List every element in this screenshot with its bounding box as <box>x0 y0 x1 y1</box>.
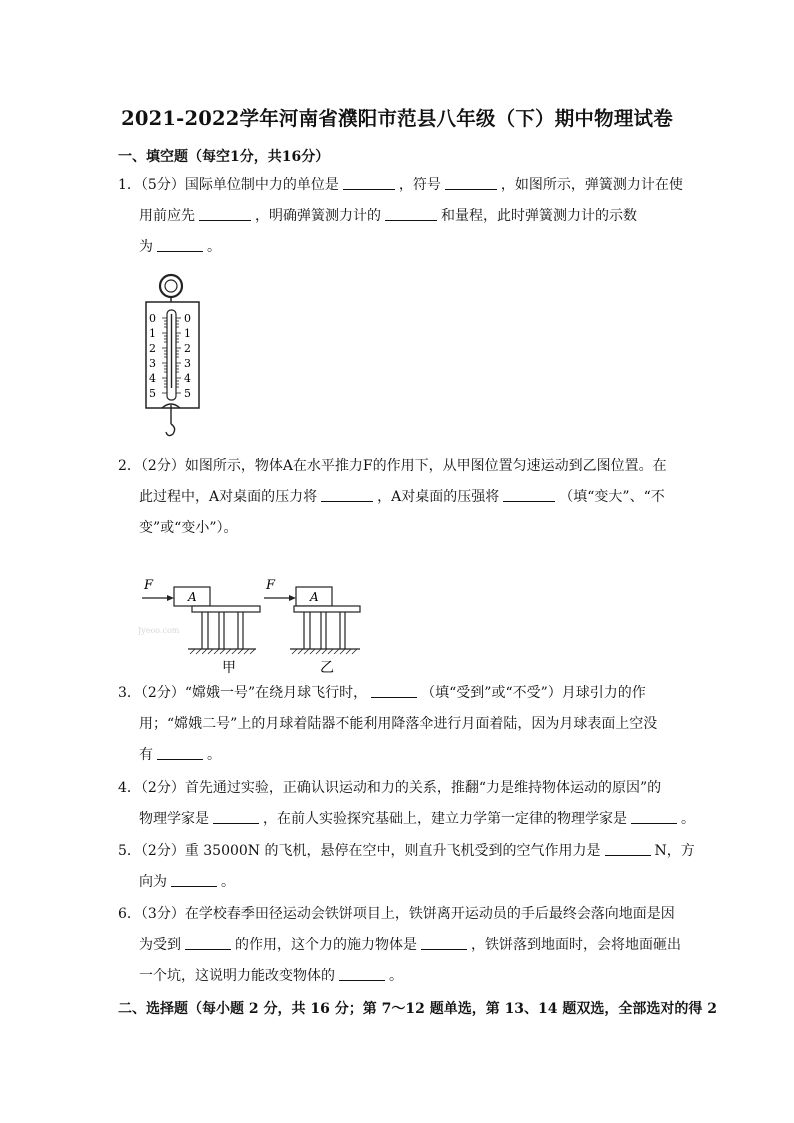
caption-right: 乙 <box>320 660 334 676</box>
ground-hatch <box>292 649 357 654</box>
q1-text: 用前应先 <box>139 208 195 224</box>
q1-text: ，明确弹簧测力计的 <box>255 208 381 224</box>
section-2-heading: 二、选择题（每小题 2 分，共 16 分；第 7～12 题单选，第 13、14 题双选，全部选对的得 2 <box>118 1001 718 1017</box>
q5-text: 向为 <box>139 874 167 890</box>
q2-text: 变”或“变小”）。 <box>139 520 238 536</box>
question-5 <box>118 836 695 898</box>
q1-text: 为 <box>139 239 153 255</box>
q5-text: 。 <box>221 874 235 890</box>
question-2 <box>118 451 678 544</box>
right-tick-label: 2 <box>184 342 191 355</box>
q1-text: ，符号 <box>398 177 441 193</box>
question-6 <box>118 899 681 992</box>
q4-text: 物理学家是 <box>139 811 209 827</box>
section-1-heading: 一、填空题（每空1分，共16分） <box>118 149 330 165</box>
hook <box>166 424 175 436</box>
caption-left: 甲 <box>222 660 236 676</box>
answer-blank <box>171 872 217 887</box>
force-label: F <box>266 578 276 593</box>
scale-ring-inner <box>165 280 177 292</box>
q4-text: 。 <box>681 811 695 827</box>
question-3 <box>118 678 678 771</box>
q4-text: ，在前人实验探究基础上，建立力学第一定律的物理学家是 <box>263 811 627 827</box>
answer-blank <box>605 841 651 856</box>
answer-blank <box>343 175 395 190</box>
spring-scale-figure <box>140 272 210 444</box>
scale-ring <box>160 275 182 297</box>
left-tick-label: 4 <box>149 372 156 385</box>
table-top <box>294 606 360 612</box>
q6-text: ，铁饼落到地面时，会将地面砸出 <box>471 937 681 953</box>
answer-blank <box>157 237 203 252</box>
right-tick-label: 3 <box>184 357 191 370</box>
left-tick-label: 0 <box>149 312 156 325</box>
q6-text: 。 <box>389 968 403 984</box>
answer-blank <box>421 935 467 950</box>
answer-blank <box>199 206 251 221</box>
answer-blank <box>445 175 497 190</box>
left-tick-label: 5 <box>149 387 156 400</box>
q6-text: 6．（3分）在学校春季田径运动会铁饼项目上，铁饼离开运动员的手后最终会落向地面是因 <box>118 906 675 922</box>
q1-text: 和量程，此时弹簧测力计的示数 <box>441 208 637 224</box>
q1-text: ，如图所示，弹簧测力计在使 <box>500 177 683 193</box>
left-tick-label: 1 <box>149 327 156 340</box>
q3-text: 有 <box>139 747 153 763</box>
answer-blank <box>339 966 385 981</box>
q2-text: 2．（2分）如图所示，物体A在水平推力F的作用下，从甲图位置匀速运动到乙图位置。在 <box>118 458 667 474</box>
question-4 <box>118 773 695 835</box>
force-arrowhead <box>167 595 174 601</box>
answer-blank <box>157 745 203 760</box>
q6-text: 的作用，这个力的施力物体是 <box>235 937 417 953</box>
left-tick-label: 2 <box>149 342 156 355</box>
table-legs <box>304 612 345 649</box>
table-top <box>192 606 260 612</box>
q3-text: （填“受到”或“不受”）月球引力的作 <box>421 685 646 701</box>
q3-text: 。 <box>207 747 221 763</box>
answer-blank <box>385 206 437 221</box>
left-tick-label: 3 <box>149 357 156 370</box>
answer-blank <box>503 487 555 502</box>
table-legs <box>202 612 243 649</box>
question-1 <box>118 170 683 263</box>
q2-text: （填“变大”、“不 <box>559 489 665 505</box>
right-tick-label: 4 <box>184 372 191 385</box>
watermark: Jyeoo.com <box>138 626 180 635</box>
answer-blank <box>321 487 373 502</box>
answer-blank <box>631 809 677 824</box>
q3-text: 3．（2分）“嫦娥一号”在绕月球飞行时， <box>118 685 368 701</box>
q6-text: 为受到 <box>139 937 181 953</box>
q5-text: 5．（2分）重 35000N 的飞机，悬停在空中，则直升飞机受到的空气作用力是 <box>118 843 601 859</box>
answer-blank <box>213 809 259 824</box>
block-on-table-figure <box>138 573 370 679</box>
force-arrowhead <box>289 595 296 601</box>
q1-text: 。 <box>207 239 221 255</box>
right-tick-label: 5 <box>184 387 191 400</box>
answer-blank <box>185 935 231 950</box>
page-title: 2021-2022学年河南省濮阳市范县八年级（下）期中物理试卷 <box>121 107 673 130</box>
force-label: F <box>144 578 154 593</box>
q3-text: 用；“嫦娥二号”上的月球着陆器不能利用降落伞进行月面着陆，因为月球表面上空没 <box>139 716 658 732</box>
right-tick-label: 1 <box>184 327 191 340</box>
q1-text: 1．（5分）国际单位制中力的单位是 <box>118 177 339 193</box>
q4-text: 4．（2分）首先通过实验，正确认识运动和力的关系，推翻“力是维持物体运动的原因”的 <box>118 780 662 796</box>
q2-text: ，A对桌面的压强将 <box>377 489 500 505</box>
q6-text: 一个坑，这说明力能改变物体的 <box>139 968 335 984</box>
right-tick-label: 0 <box>184 312 191 325</box>
answer-blank <box>371 683 417 698</box>
q5-text: N，方 <box>654 843 695 859</box>
block-label: A <box>188 590 197 604</box>
ground-hatch <box>190 649 255 654</box>
block-label: A <box>310 590 319 604</box>
q2-text: 此过程中，A对桌面的压力将 <box>139 489 318 505</box>
